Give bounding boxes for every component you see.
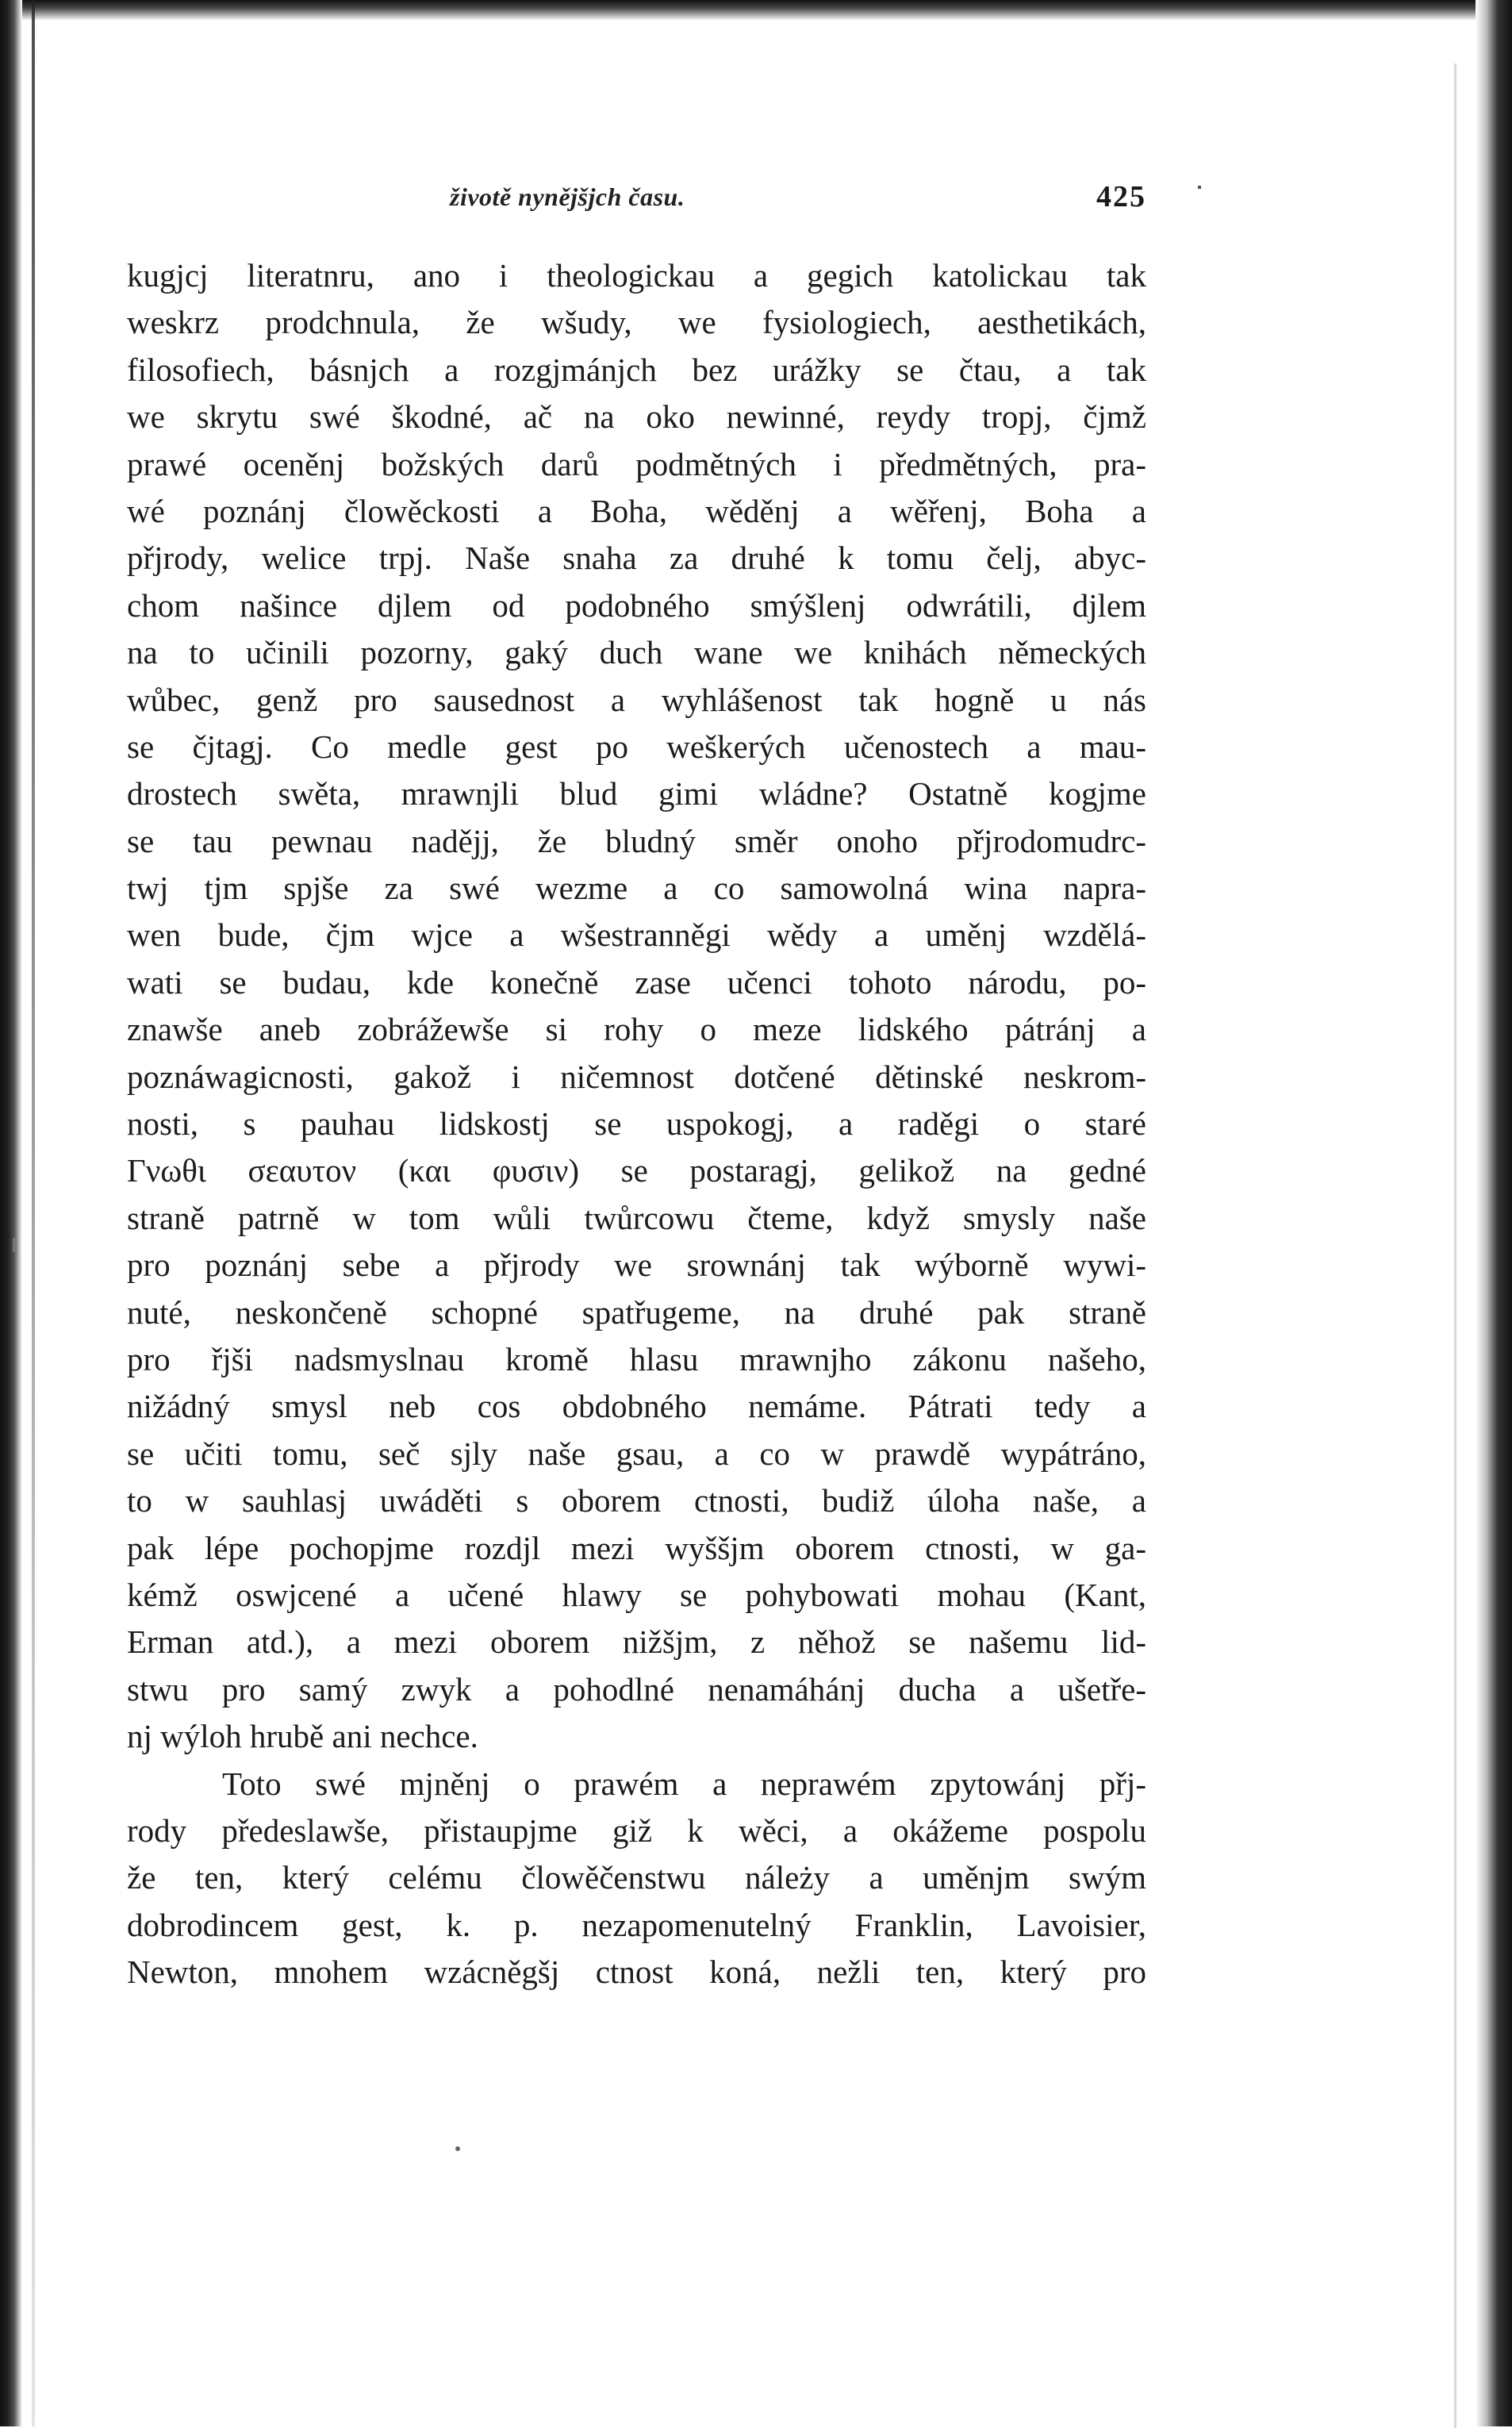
text-line: kémž oswjcené a učené hlawy se pohybowati mohau (Kant, [127,1576,1146,1613]
text-line: stwu pro samý zwyk a pohodlné nenamáhánj ducha a ušetře- [127,1670,1146,1708]
text-line: prawé oceněnj božských darů podmětných i předmětných, pra- [127,445,1146,482]
text-line: wen bude, čjm wjce a wšestranněgi wědy a uměnj wzdělá- [127,916,1146,954]
text-line: to w sauhlasj uwáděti s oborem ctnosti, budiž úloha naše, a [127,1482,1146,1519]
text-line-paragraph-start: Toto swé mjněnj o prawém a neprawém zpytowánj přj- [222,1765,1146,1802]
text-line: nižádný smysl neb cos obdobného nemáme. Pátrati tedy a [127,1388,1146,1425]
text-line: drostech swěta, mrawnjli blud gimi wládne? Ostatně kogjme [127,775,1146,813]
text-line: wůbec, genž pro sausednost a wyhlášenost tak hogně u nás [127,681,1146,718]
text-line: Newton, mnohem wzácněgšj ctnost koná, nežli ten, který pro [127,1954,1146,1991]
text-line: že ten, který celému člowěčenstwu náleży a uměnjm swým [127,1859,1146,1896]
text-line: se čjtagj. Co medle gest po weškerých učenostech a mau- [127,728,1146,765]
text-line: pro poznánj sebe a přjrody we srownánj tak wýborně wywi- [127,1247,1146,1284]
scan-speck [1198,186,1201,189]
scan-edge-right [1476,0,1512,2426]
text-line: pak lépe pochopjme rozdjl mezi wyššjm oborem ctnosti, w ga- [127,1529,1146,1566]
text-line: weskrz prodchnula, že wšudy, we fysiologiech, aesthetikách, [127,304,1146,341]
text-line: pro řjši nadsmyslnau kromě hlasu mrawnjho zákonu našeho, [127,1340,1146,1377]
text-line: Erman atd.), a mezi oborem nižšjm, z něhož se našemu lid- [127,1623,1146,1661]
text-line: rody předeslawše, přistaupjme giž k wěci, a okážeme pospolu [127,1811,1146,1849]
running-head: životě nynějšjch času. [450,182,685,211]
text-line: wé poznánj člowěckosti a Boha, wěděnj a wěřenj, Boha a [127,492,1146,529]
scan-edge-top [0,0,1512,21]
text-line: Γνωθι σεαυτον (και φυσιν) se postaragj, gelikož na gedné [127,1152,1146,1189]
text-line: kugjcj literatnru, ano i theologickau a gegich katolickau tak [127,257,1146,294]
scan-speck [13,1238,17,1252]
text-line: wati se budau, kde konečně zase učenci tohoto národu, po- [127,963,1146,1001]
text-line: twj tjm spjše za swé wezme a co samowolná wina napra- [127,870,1146,907]
text-line: se tau pewnau nadějj, že bludný směr onoho přjrodomudrc- [127,822,1146,859]
scan-edge-right-line [1454,63,1456,2428]
scan-speck [455,2146,460,2151]
text-line: na to učinili pozorny, gaký duch wane we knihách německých [127,634,1146,671]
text-line: přjrody, welice trpj. Naše snaha za druhé k tomu čelj, abyc- [127,540,1146,577]
text-line: dobrodincem gest, k. p. nezapomenutelný Franklin, Lavoisier, [127,1906,1146,1943]
page-header [127,178,1146,225]
text-line: se učiti tomu, seč sjly naše gsau, a co w prawdě wypátráno, [127,1435,1146,1472]
text-line: znawše aneb zobrážewše si rohy o meze lidského pátránj a [127,1011,1146,1048]
text-line: chom našince djlem od podobného smýšlenj odwrátili, djlem [127,586,1146,624]
text-line: nosti, s pauhau lidskostj se uspokogj, a raděgi o staré [127,1105,1146,1143]
text-line: nj wýloh hrubě ani nechce. [127,1718,478,1755]
page-number: 425 [1096,180,1146,213]
text-line: we skrytu swé škodné, ač na oko newinné, reydy tropj, čjmž [127,398,1146,436]
body-text [127,252,1146,1996]
scan-edge-left [0,0,22,2426]
text-line: straně patrně w tom wůli twůrcowu čteme, když smysly naše [127,1199,1146,1236]
scan-edge-left-line [32,0,35,2426]
text-line: nuté, neskončeně schopné spatřugeme, na druhé pak straně [127,1293,1146,1331]
text-line: poznáwagicnosti, gakož i ničemnost dotčené dětinské neskrom- [127,1058,1146,1095]
text-line: filosofiech, básnjch a rozgjmánjch bez urážky se čtau, a tak [127,351,1146,388]
